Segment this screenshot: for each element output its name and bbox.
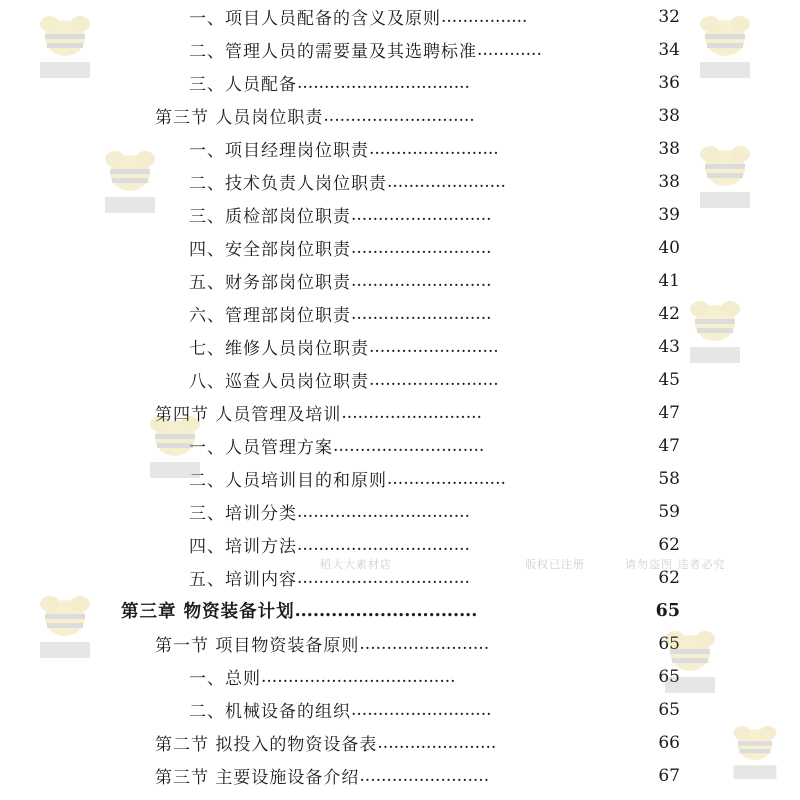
toc-entry-title: 一、总则 [189,669,261,689]
toc-entry-title: 第二节 拟投入的物资设备表 [155,735,378,755]
toc-entry-title: 六、管理部岗位职责 [189,306,351,326]
toc-entry[interactable] [189,132,499,165]
toc-section[interactable] [155,396,482,429]
toc-leader-dots: .................................... [261,666,456,687]
toc-entry-title: 一、人员管理方案 [189,438,333,458]
toc-leader-dots: ............................ [323,105,475,126]
page-number: 36 [658,72,680,93]
toc-leader-dots: ............ [477,39,542,60]
toc-entry-title: 二、管理人员的需要量及其选聘标准 [189,42,477,62]
toc-entry[interactable] [189,297,492,330]
toc-entry[interactable] [189,0,527,33]
toc-entry-title: 八、巡查人员岗位职责 [189,372,369,392]
watermark-brand: 稻大大素材店 [320,558,392,571]
toc-entry-title: 第一节 项目物资装备原则 [155,636,360,656]
toc-leader-dots: ...................... [387,468,506,489]
page-number: 41 [658,270,680,291]
toc-leader-dots: .......................... [351,204,492,225]
toc-entry[interactable] [189,693,492,726]
toc-entry-title: 二、机械设备的组织 [189,702,351,722]
toc-entry-title: 五、财务部岗位职责 [189,273,351,293]
toc-entry[interactable] [189,462,506,495]
page-number: 67 [658,765,680,786]
toc-leader-dots: ................................ [297,501,470,522]
toc-entry[interactable] [189,33,542,66]
toc-entry-title: 四、安全部岗位职责 [189,240,351,260]
toc-section[interactable] [155,99,475,132]
toc-leader-dots: ........................ [369,336,499,357]
page-number: 38 [658,138,680,159]
toc-leader-dots: .......................... [351,699,492,720]
toc-entry[interactable] [189,66,470,99]
toc-leader-dots: ........................ [359,765,490,786]
toc-leader-dots: ........................ [359,633,490,654]
toc-leader-dots: .............................. [294,600,478,621]
toc-leader-dots: ............................ [333,435,485,456]
toc-entry-title: 一、项目人员配备的含义及原则 [189,9,441,29]
toc-leader-dots: .......................... [351,270,492,291]
toc-entry[interactable] [189,495,470,528]
toc-leader-dots: ........................ [369,138,499,159]
toc-leader-dots: .......................... [351,303,492,324]
toc-section[interactable] [155,627,489,660]
page-number: 65 [655,600,680,621]
toc-entry[interactable] [189,429,484,462]
page-number: 65 [658,633,680,654]
page-number: 65 [658,699,680,720]
toc-entry-title: 三、质检部岗位职责 [189,207,351,227]
toc-entry-title: 二、人员培训目的和原则 [189,471,387,491]
toc-section[interactable] [155,726,496,759]
page-number: 47 [658,435,680,456]
toc-leader-dots: ................................ [297,567,470,588]
toc-leader-dots: .......................... [341,402,482,423]
page-number: 40 [658,237,680,258]
toc-entry[interactable] [189,165,506,198]
toc-entry[interactable] [189,264,492,297]
toc-leader-dots: ...................... [377,732,497,753]
toc-entry-title: 第三节 主要设施设备介绍 [155,768,360,788]
page-number: 38 [658,171,680,192]
toc-entry-title: 五、培训内容 [189,570,297,590]
toc-section[interactable] [155,759,489,792]
page-number: 43 [658,336,680,357]
toc-leader-dots: ................................ [297,534,470,555]
toc-entry-title: 一、项目经理岗位职责 [189,141,369,161]
page-number: 42 [658,303,680,324]
toc-entry-title: 第三章 物资装备计划 [121,602,295,622]
page-number: 62 [658,567,680,588]
toc-entry[interactable] [189,363,499,396]
page-number: 65 [658,666,680,687]
page-number: 47 [658,402,680,423]
page-number: 58 [658,468,680,489]
toc-leader-dots: ................ [441,6,528,27]
toc-entry-title: 四、培训方法 [189,537,297,557]
page-number: 34 [658,39,680,60]
toc-entry[interactable] [189,330,499,363]
toc-entry[interactable] [189,660,456,693]
toc-entry-title: 第三节 人员岗位职责 [155,108,324,128]
toc-leader-dots: ................................ [297,72,470,93]
watermark-notice: 版权已注册 [525,558,585,571]
page-number: 62 [658,534,680,555]
toc-entry-title: 三、人员配备 [189,75,297,95]
toc-chapter[interactable] [121,594,477,627]
toc-entry-title: 三、培训分类 [189,504,297,524]
page-number: 59 [658,501,680,522]
toc-entry-title: 七、维修人员岗位职责 [189,339,369,359]
watermark-notice: 请勿盗图 违者必究 [625,558,726,571]
page-number: 32 [658,6,680,27]
toc-leader-dots: ...................... [387,171,506,192]
toc-entry[interactable] [189,231,492,264]
toc-entry[interactable] [189,198,492,231]
page-number: 45 [658,369,680,390]
toc-entry-title: 第四节 人员管理及培训 [155,405,342,425]
toc-leader-dots: ........................ [369,369,499,390]
page-number: 38 [658,105,680,126]
page-number: 66 [658,732,680,753]
toc-leader-dots: .......................... [351,237,492,258]
page-number: 39 [658,204,680,225]
toc-entry-title: 二、技术负责人岗位职责 [189,174,387,194]
